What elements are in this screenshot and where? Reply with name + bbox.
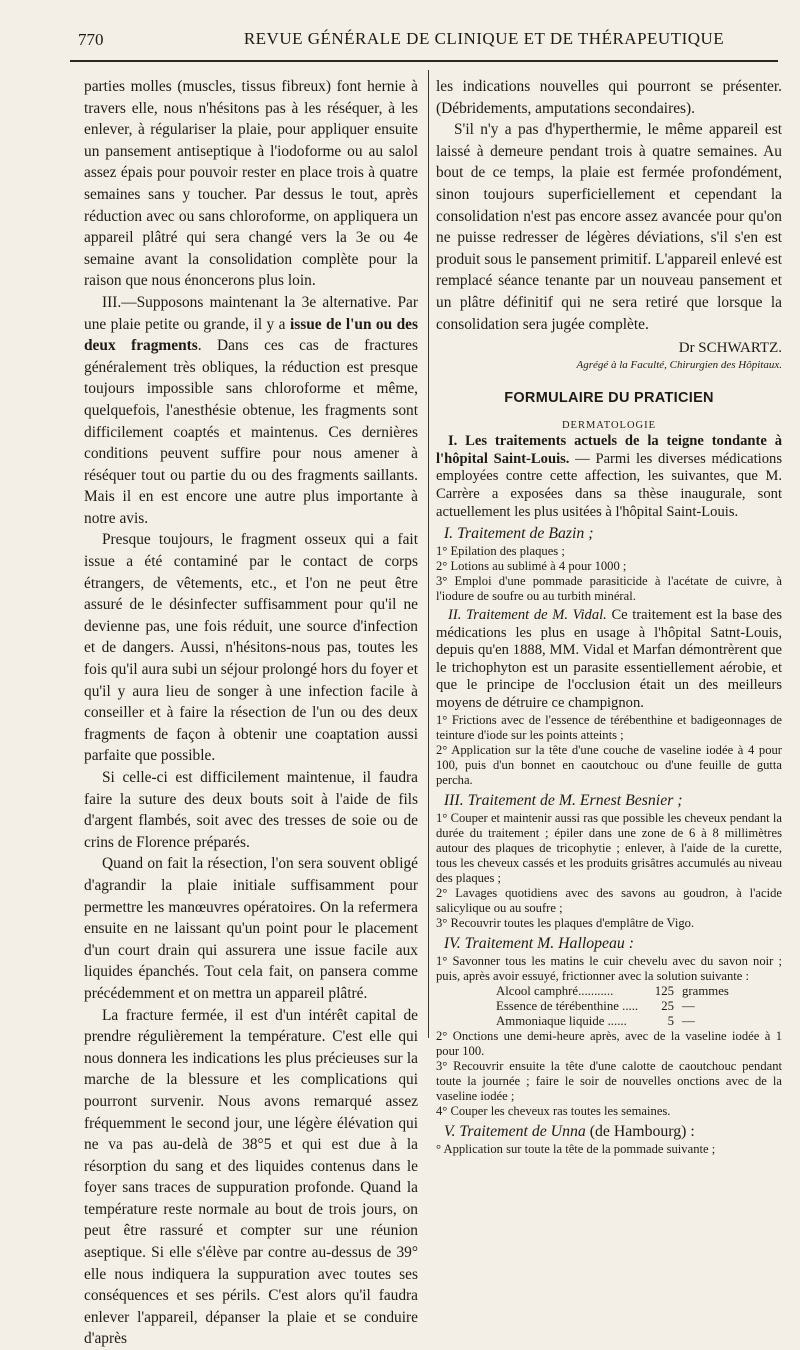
paragraph: Quand on fait la résection, l'on sera souvent obligé d'agrandir la plaie initiale suffisamment pour permettre les manœuvres opératoires. On la refermera ensuite en ne laissant qu'un point pour le placement d'un court drain qui assurera une issue facile aux liquides épanchés. Tout cela fait, on pansera comme précédemment et on mettra un appareil plâtré. xyxy=(84,855,418,1002)
paragraph: Si celle-ci est difficilement maintenue, il faudra faire la suture des deux bouts soit à l'aide de fils d'argent flambés, soit avec des tresses de soie ou de crins de Florence préparés. xyxy=(84,769,418,851)
running-title: REVUE GÉNÉRALE DE CLINIQUE ET DE THÉRAPEUTIQUE xyxy=(243,29,725,48)
list-item: ° Application sur toute la tête de la pommade suivante ; xyxy=(436,1141,716,1156)
list-item: 1° Savonner tous les matins le cuir chevelu avec du savon noir ; puis, après avoir essuyé, frictionner avec la solution suivante : xyxy=(436,953,782,983)
paragraph: S'il n'y a pas d'hyperthermie, le même appareil est laissé à demeure pendant trois à quatre semaines. Au bout de ce temps, la plaie est fermée profondément, sinon toujours superficiellement et cependant la consolidation n'est pas encore assez avancée pour qu'on ne puisse redresser de légères déviations, s'il s'en est produit sous le pansement primitif. L'appareil enlevé est remplacé séance tenante par un nouveau pansement et un plâtre définitif qui ne sera retiré que lorsque la consolidation sera jugée complète. xyxy=(436,121,782,333)
list-item: 3° Recouvrir toutes les plaques d'emplâtre de Vigo. xyxy=(436,915,695,930)
treatment-heading: I. Traitement de Bazin ; xyxy=(443,525,594,543)
paragraph: les indications nouvelles qui pourront se présenter. (Débridements, amputations secondaires). xyxy=(436,78,782,117)
list-item: 1° Couper et maintenir aussi ras que possible les cheveux pendant la durée du traitement ; épiler dans une zone de 6 à 8 millimètres autour des plaques de tricophytie ; enlever, à l'aide de la curette, tous les cheveux cassés et les produits grisâtres accumulés au niveau des plaques ; xyxy=(436,810,782,885)
treatment-heading: IV. Traitement M. Hallopeau : xyxy=(443,934,635,952)
intro-paragraph: I. Les traitements actuels de la teigne tondante à l'hôpital Saint-Louis. — Parmi les diverses médications employées contre cette affection, les suivantes, que M. Carrère a exposées dans sa thèse inaugurale, sont actuellement les plus usitées à l'hôpital Saint-Louis. xyxy=(436,433,782,520)
formula-row: Alcool camphré........... 125 grammes xyxy=(496,983,729,998)
section-title: FORMULAIRE DU PRATICIEN xyxy=(504,390,714,407)
page-number: 770 xyxy=(78,30,104,49)
list-item: 2° Lavages quotidiens avec des savons au goudron, à l'acide salicylique ou au soufre ; xyxy=(436,885,782,915)
page-header xyxy=(70,26,778,62)
bold-phrase: issue de l'un ou des deux fragments xyxy=(84,315,418,355)
list-item: 2° Onctions une demi-heure après, avec de la vaseline iodée à 1 pour 100. xyxy=(436,1028,782,1058)
list-item: 1° Frictions avec de l'essence de térébenthine et badigeonnages de teinture d'iode sur les points atteints ; xyxy=(436,712,782,742)
treatment-heading: III. Traitement de M. Ernest Besnier ; xyxy=(443,791,683,809)
subsection-title: DERMATOLOGIE xyxy=(561,420,657,432)
author-affiliation: Agrégé à la Faculté, Chirurgien des Hôpitaux. xyxy=(576,359,782,372)
paragraph: III.—Supposons maintenant la 3e alternative. Par une plaie petite ou grande, il y a issue de l'un ou des deux fragments. Dans ces cas de fractures généralement très obliques, la réduction est presque toujours impossible sans chloroforme et même, quelquefois, l'anesthésie obtenue, les fragments sont difficilement coaptés et maintenus. Ces dernières conditions peuvent suffire pour nous amener à réséquer tout ou partie du ou des fragments saillants. Mais il en est encore une autre plus importante à notre avis. xyxy=(84,293,418,527)
list-item: 1° Epilation des plaques ; xyxy=(436,544,565,559)
treatment-heading: V. Traitement de Unna (de Hambourg) : xyxy=(443,1122,695,1140)
formula-row: Ammoniaque liquide ...... 5 — xyxy=(496,1013,695,1028)
bold-phrase: I. Les traitements actuels de la teigne tondante à l'hôpital Saint-Louis. xyxy=(436,433,782,467)
paragraph: Presque toujours, le fragment osseux qui a fait issue a été contaminé par le contact de corps étrangers, de vêtements, etc., et l'on ne peut être assuré de le désinfecter suffisamment pour qu'il ne devienne pas, une fois réduit, une source d'infection et de dangers. Aussi, n'hésitons-nous pas, toutes les fois qu'il aura subi un séjour prolongé hors du foyer et qu'il y aura lieu de songer à une infection facile à conseiller et à faire la résection de l'un ou des deux fragments de façon à obtenir une coaptation aussi parfaite que possible. xyxy=(84,531,418,765)
author-signature: Dr SCHWARTZ. xyxy=(678,340,782,357)
formula-row: Essence de térébenthine ..... 25 — xyxy=(496,998,695,1013)
paragraph: La fracture fermée, il est d'un intérêt capital de prendre régulièrement la température. C'est elle qui nous donnera les indications les plus précieuses sur la marche de la blessure et les complications qui pourront survenir. Nous avons remarqué assez fréquemment le second jour, une légère élévation qui ne va pas au-delà de 38°5 et qui est due à la résorption du sang et des liquides contenus dans le foyer sans traces de suppuration profonde. Quand la température reste normale au bout de trois jours, on peut être rassuré et compter sur une réunion aseptique. Si elle s'élève par contre au-dessus de 39° elle nous indiquera la suppuration avec toutes ses conséquences et ses périls. C'est alors qu'il faudra enlever l'appareil, dépanser la plaie et se conduire d'après xyxy=(84,1006,418,1348)
left-column xyxy=(84,76,418,1350)
right-column xyxy=(436,76,782,1157)
paragraph: parties molles (muscles, tissus fibreux) font hernie à travers elle, nous n'hésitons pas à les réséquer, à les enlever, à régulariser la plaie, pour appliquer ensuite un pansement antiseptique à l'iodoforme ou au salol assez épais pour pouvoir rester en place trois à quatre semaines sans y toucher. Par dessus le tout, après réduction avec ou sans chloroforme, on appliquera un appareil plâtré qui sera changé vers la 3e ou 4e semaine avant la consolidation complète pour la raison que nous énoncerons plus loin. xyxy=(84,78,418,290)
list-item: 2° Lotions au sublimé à 4 pour 1000 ; xyxy=(436,559,627,574)
list-item: 3° Recouvrir ensuite la tête d'une calotte de caoutchouc pendant toute la journée ; faire le soir de nouvelles onctions avec de la vaseline iodée ; xyxy=(436,1058,782,1103)
list-item: 2° Application sur la tête d'une couche de vaseline iodée à 4 pour 100, puis d'un bonnet en caoutchouc ou d'une feuille de gutta percha. xyxy=(436,742,782,787)
list-item: 4° Couper les cheveux ras toutes les semaines. xyxy=(436,1103,671,1118)
list-item: 3° Emploi d'une pommade parasiticide à l'acétate de cuivre, à l'iodure de soufre ou au turbith minéral. xyxy=(436,574,782,604)
column-divider xyxy=(428,70,429,1038)
treatment-paragraph: II. Traitement de M. Vidal. Ce traitement est la base des médications les plus en usage à l'hôpital Satnt-Louis, depuis qu'en 1888, MM. Vidal et Marfan démontrèrent que le trichophyton est un parasite essentiellement aérobie, et que le principe de l'occlusion était un des meilleurs moyens de détruire ce champignon. xyxy=(436,607,783,712)
